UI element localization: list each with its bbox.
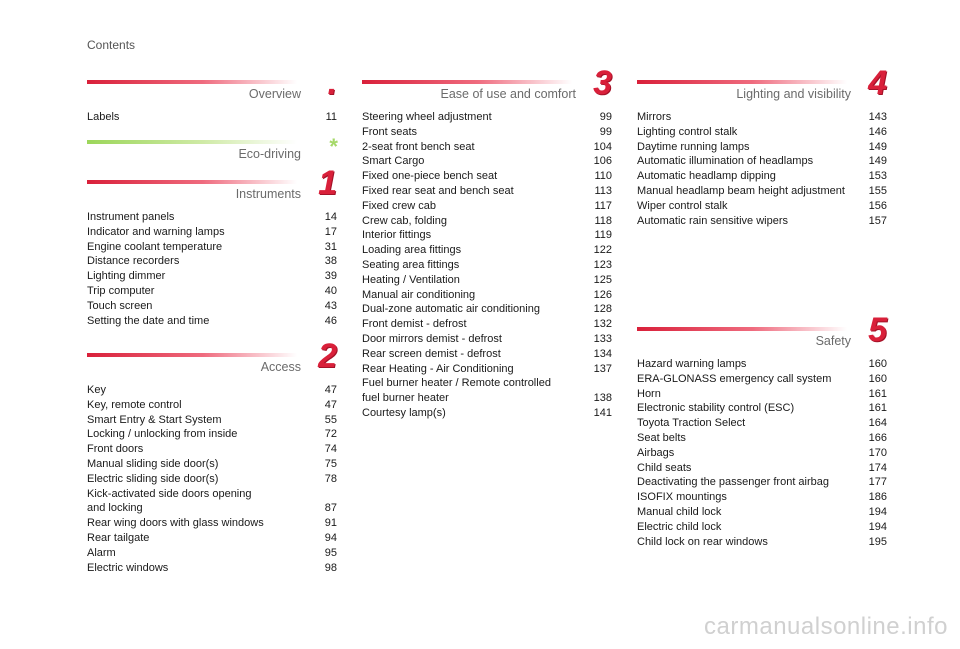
toc-entry[interactable] xyxy=(637,461,887,476)
toc-entry[interactable] xyxy=(637,184,887,199)
section-title: Access xyxy=(260,360,301,374)
toc-entry[interactable] xyxy=(87,472,337,487)
toc-entry-page: 174 xyxy=(868,461,887,474)
section-number: . xyxy=(327,64,337,102)
section-bar xyxy=(362,80,572,84)
toc-entry[interactable] xyxy=(362,243,612,258)
toc-entry[interactable] xyxy=(87,383,337,398)
toc-entry-label: Fixed rear seat and bench seat xyxy=(362,184,514,197)
toc-entry-page: 55 xyxy=(324,413,337,426)
toc-entry-label: Kick-activated side doors opening xyxy=(87,487,252,500)
toc-entry-label: Heating / Ventilation xyxy=(362,273,460,286)
toc-entry-page: 14 xyxy=(324,211,337,223)
toc-entry-label: Hazard warning lamps xyxy=(637,358,747,370)
toc-entry-page: 43 xyxy=(324,299,337,312)
toc-entry[interactable] xyxy=(362,258,612,273)
section-bar xyxy=(637,327,847,331)
toc-list xyxy=(637,357,887,549)
toc-entry-page: 72 xyxy=(324,428,337,441)
toc-entry[interactable] xyxy=(637,505,887,520)
toc-entry-label: Rear tailgate xyxy=(87,531,150,544)
toc-entry-label: Key xyxy=(87,384,106,396)
watermark: carmanualsonline.info xyxy=(704,613,948,640)
toc-entry-label: Steering wheel adjustment xyxy=(362,111,492,123)
toc-entry-page: 95 xyxy=(324,546,337,559)
toc-entry[interactable] xyxy=(637,154,887,169)
toc-entry-label: Interior fittings xyxy=(362,229,432,242)
toc-entry-page: 74 xyxy=(324,443,337,456)
section-number: 5 xyxy=(868,311,887,349)
toc-entry-label: Smart Cargo xyxy=(362,155,425,168)
section-title: Lighting and visibility xyxy=(736,87,851,101)
toc-entry[interactable] xyxy=(362,347,612,362)
toc-list xyxy=(87,383,337,575)
toc-entry[interactable] xyxy=(362,214,612,229)
section-access xyxy=(87,337,337,575)
section-header xyxy=(362,64,612,106)
toc-entry-page: 94 xyxy=(324,531,337,544)
toc-entry-label: Electronic stability control (ESC) xyxy=(637,402,795,415)
toc-entry[interactable] xyxy=(87,314,337,329)
toc-entry-page: 146 xyxy=(868,125,887,138)
toc-list xyxy=(362,110,612,421)
page-title: Contents xyxy=(87,38,136,52)
toc-list xyxy=(87,110,337,125)
toc-entry-label: Fixed crew cab xyxy=(362,199,436,212)
section-overview xyxy=(87,64,337,125)
section-title: Safety xyxy=(815,334,851,348)
toc-entry[interactable] xyxy=(362,391,612,406)
toc-entry-label: Dual-zone automatic air conditioning xyxy=(362,303,540,316)
toc-entry-page: 125 xyxy=(593,273,612,286)
toc-entry[interactable] xyxy=(87,398,337,413)
toc-entry-label: Labels xyxy=(87,111,120,123)
section-eco-driving xyxy=(87,136,337,166)
toc-entry[interactable] xyxy=(87,442,337,457)
toc-entry[interactable] xyxy=(637,387,887,402)
toc-entry-page: 194 xyxy=(868,520,887,533)
toc-entry[interactable] xyxy=(637,125,887,140)
toc-entry-label: fuel burner heater xyxy=(362,392,449,405)
toc-entry-label: Mirrors xyxy=(637,111,672,123)
toc-entry-label: Rear wing doors with glass windows xyxy=(87,517,264,530)
toc-entry[interactable] xyxy=(87,516,337,531)
toc-entry[interactable] xyxy=(362,169,612,184)
section-lighting xyxy=(637,64,887,228)
toc-entry[interactable] xyxy=(87,427,337,442)
toc-entry-label: Smart Entry & Start System xyxy=(87,413,222,426)
toc-entry-page: 104 xyxy=(593,140,612,153)
toc-entry-page: 46 xyxy=(324,314,337,327)
toc-list xyxy=(637,110,887,228)
toc-entry[interactable] xyxy=(87,457,337,472)
toc-entry[interactable] xyxy=(362,184,612,199)
toc-entry-page: 138 xyxy=(593,392,612,405)
toc-entry[interactable] xyxy=(637,520,887,535)
toc-entry-label: Wiper control stalk xyxy=(637,199,728,212)
toc-entry-page: 153 xyxy=(868,170,887,183)
toc-entry[interactable] xyxy=(362,362,612,377)
toc-entry-page: 40 xyxy=(324,284,337,297)
toc-entry-label: Engine coolant temperature xyxy=(87,240,223,253)
toc-entry-label: Manual sliding side door(s) xyxy=(87,457,219,470)
section-header xyxy=(87,64,337,106)
section-bar xyxy=(87,140,297,144)
section-header xyxy=(87,164,337,206)
toc-entry-page: 99 xyxy=(599,125,612,138)
toc-entry[interactable] xyxy=(637,169,887,184)
toc-entry-page: 17 xyxy=(324,225,337,238)
toc-entry-page: 98 xyxy=(324,561,337,574)
toc-entry-page: 117 xyxy=(594,199,612,212)
toc-entry[interactable] xyxy=(87,284,337,299)
toc-entry-label: Key, remote control xyxy=(87,398,182,411)
toc-entry[interactable] xyxy=(87,299,337,314)
toc-entry[interactable] xyxy=(87,413,337,428)
toc-list xyxy=(87,210,337,328)
toc-entry[interactable] xyxy=(637,401,887,416)
toc-entry-label: Fuel burner heater / Remote controlled xyxy=(362,377,551,390)
toc-entry[interactable] xyxy=(637,431,887,446)
section-header xyxy=(87,136,337,166)
toc-entry-page: 78 xyxy=(324,472,337,485)
toc-entry-label: Locking / unlocking from inside xyxy=(87,428,238,441)
section-number: * xyxy=(328,134,337,159)
section-header xyxy=(637,311,887,353)
toc-entry-page: 166 xyxy=(868,431,887,444)
section-number: 3 xyxy=(593,64,612,102)
toc-entry[interactable] xyxy=(637,140,887,155)
section-number: 1 xyxy=(318,164,337,202)
section-number: 2 xyxy=(318,337,337,375)
toc-entry-label: Crew cab, folding xyxy=(362,214,447,227)
toc-entry[interactable] xyxy=(362,125,612,140)
section-header xyxy=(87,337,337,379)
toc-entry-label: Electric sliding side door(s) xyxy=(87,472,219,485)
toc-entry-label: 2-seat front bench seat xyxy=(362,140,475,153)
toc-entry-label: Trip computer xyxy=(87,284,155,297)
toc-entry-label: Electric windows xyxy=(87,561,169,574)
toc-entry[interactable] xyxy=(637,416,887,431)
toc-entry-page: 75 xyxy=(324,457,337,470)
toc-entry[interactable] xyxy=(87,501,337,516)
toc-entry-page: 119 xyxy=(594,229,612,242)
toc-entry-page: 126 xyxy=(593,288,612,301)
toc-entry[interactable] xyxy=(362,302,612,317)
toc-entry-label: Toyota Traction Select xyxy=(637,417,746,430)
toc-entry-page: 31 xyxy=(324,240,337,253)
toc-entry-page: 38 xyxy=(324,255,337,268)
toc-entry[interactable] xyxy=(87,269,337,284)
toc-entry-label: Lighting control stalk xyxy=(637,125,738,138)
toc-entry-label: Door mirrors demist - defrost xyxy=(362,332,502,345)
section-bar xyxy=(637,80,847,84)
toc-entry-page: 137 xyxy=(593,362,612,375)
toc-entry[interactable] xyxy=(362,199,612,214)
toc-entry-label: ERA-GLONASS emergency call system xyxy=(637,372,832,385)
toc-entry-page: 160 xyxy=(868,358,887,370)
toc-entry-label: Airbags xyxy=(637,446,675,459)
toc-entry-label: Daytime running lamps xyxy=(637,140,750,153)
toc-entry-label: Child seats xyxy=(637,461,692,474)
toc-entry-page: 160 xyxy=(868,372,887,385)
toc-entry[interactable] xyxy=(637,535,887,550)
toc-entry[interactable] xyxy=(87,531,337,546)
toc-entry[interactable] xyxy=(87,561,337,576)
toc-entry-label: Lighting dimmer xyxy=(87,270,166,283)
toc-entry-label: Front doors xyxy=(87,443,144,456)
toc-entry-label: Loading area fittings xyxy=(362,244,462,257)
section-safety xyxy=(637,311,887,549)
toc-entry-label: Rear screen demist - defrost xyxy=(362,347,501,360)
toc-entry-label: Seating area fittings xyxy=(362,258,460,271)
toc-entry[interactable] xyxy=(87,210,337,225)
toc-entry[interactable] xyxy=(87,225,337,240)
toc-entry-label: Electric child lock xyxy=(637,520,722,533)
section-instruments xyxy=(87,164,337,328)
toc-entry-page: 134 xyxy=(593,347,612,360)
toc-entry[interactable] xyxy=(637,446,887,461)
toc-entry-label: Manual headlamp beam height adjustment xyxy=(637,184,845,197)
toc-entry-label: Deactivating the passenger front airbag xyxy=(637,476,830,489)
toc-entry-page: 157 xyxy=(868,214,887,227)
toc-entry-label: Seat belts xyxy=(637,431,686,444)
toc-entry-label: Automatic illumination of headlamps xyxy=(637,155,814,168)
toc-entry-page: 99 xyxy=(599,111,612,123)
toc-entry-label: Manual air conditioning xyxy=(362,288,476,301)
toc-entry-label: Indicator and warning lamps xyxy=(87,225,225,238)
toc-entry-page: 122 xyxy=(593,244,612,257)
toc-entry[interactable] xyxy=(362,406,612,421)
toc-entry-page: 149 xyxy=(868,155,887,168)
toc-entry-page: 164 xyxy=(868,417,887,430)
section-title: Instruments xyxy=(235,187,301,201)
toc-entry-label: Touch screen xyxy=(87,299,153,312)
toc-entry[interactable] xyxy=(362,376,612,391)
toc-entry-page: 195 xyxy=(868,535,887,548)
toc-entry-label: Automatic rain sensitive wipers xyxy=(637,214,789,227)
toc-entry-page: 110 xyxy=(594,170,612,183)
toc-entry-label: Rear Heating - Air Conditioning xyxy=(362,362,514,375)
toc-entry-page: 87 xyxy=(324,502,337,515)
section-title: Eco-driving xyxy=(238,147,301,161)
toc-entry-label: Setting the date and time xyxy=(87,314,210,327)
toc-entry-label: Alarm xyxy=(87,546,116,559)
toc-entry-label: Distance recorders xyxy=(87,255,180,268)
toc-entry-page: 177 xyxy=(868,476,887,489)
toc-entry-label: Front demist - defrost xyxy=(362,318,467,331)
toc-entry-page: 186 xyxy=(868,491,887,504)
toc-entry[interactable] xyxy=(87,110,337,125)
section-bar xyxy=(87,180,297,184)
toc-entry-page: 156 xyxy=(868,199,887,212)
toc-entry[interactable] xyxy=(362,140,612,155)
toc-entry-page: 47 xyxy=(324,398,337,411)
toc-entry-label: ISOFIX mountings xyxy=(637,491,727,504)
toc-entry-page: 161 xyxy=(868,402,887,415)
toc-entry[interactable] xyxy=(362,317,612,332)
section-bar xyxy=(87,353,297,357)
toc-entry[interactable] xyxy=(87,546,337,561)
toc-entry-page: 39 xyxy=(324,270,337,283)
toc-entry-page: 128 xyxy=(593,303,612,316)
toc-entry-page: 106 xyxy=(593,155,612,168)
toc-entry-page: 132 xyxy=(593,318,612,331)
toc-entry-page: 170 xyxy=(868,446,887,459)
toc-entry[interactable] xyxy=(87,254,337,269)
toc-entry[interactable] xyxy=(362,288,612,303)
toc-entry[interactable] xyxy=(87,487,337,502)
toc-entry[interactable] xyxy=(362,273,612,288)
toc-entry[interactable] xyxy=(637,110,887,125)
toc-entry-label: Front seats xyxy=(362,125,418,138)
toc-entry-page: 149 xyxy=(868,140,887,153)
toc-entry-page: 123 xyxy=(593,258,612,271)
toc-entry-label: Fixed one-piece bench seat xyxy=(362,170,498,183)
toc-entry[interactable] xyxy=(362,154,612,169)
toc-entry[interactable] xyxy=(362,228,612,243)
toc-entry[interactable] xyxy=(637,357,887,372)
toc-entry[interactable] xyxy=(637,214,887,229)
toc-entry[interactable] xyxy=(637,475,887,490)
toc-entry-page: 194 xyxy=(868,505,887,518)
section-title: Overview xyxy=(248,87,301,101)
toc-entry-label: Manual child lock xyxy=(637,505,722,518)
toc-entry[interactable] xyxy=(637,372,887,387)
toc-entry-label: Automatic headlamp dipping xyxy=(637,170,776,183)
section-number: 4 xyxy=(868,64,887,102)
toc-entry-page: 118 xyxy=(594,214,612,227)
toc-entry-page: 133 xyxy=(593,332,612,345)
toc-entry-label: Instrument panels xyxy=(87,211,175,223)
toc-entry-page: 113 xyxy=(594,184,612,197)
toc-entry-page: 143 xyxy=(868,111,887,123)
toc-entry-page: 161 xyxy=(868,387,887,400)
toc-entry-label: Child lock on rear windows xyxy=(637,535,768,548)
toc-entry-label: Courtesy lamp(s) xyxy=(362,406,446,419)
toc-entry[interactable] xyxy=(362,332,612,347)
section-ease-of-use xyxy=(362,64,612,421)
toc-entry[interactable] xyxy=(637,199,887,214)
toc-entry[interactable] xyxy=(87,240,337,255)
toc-entry[interactable] xyxy=(362,110,612,125)
section-bar xyxy=(87,80,297,84)
toc-entry-page: 91 xyxy=(324,517,337,530)
toc-entry-page: 47 xyxy=(324,384,337,396)
toc-entry-label: Horn xyxy=(637,387,661,400)
toc-entry-label: and locking xyxy=(87,502,143,515)
toc-entry-page: 11 xyxy=(325,111,337,123)
section-title: Ease of use and comfort xyxy=(440,87,576,101)
section-header xyxy=(637,64,887,106)
toc-entry-page: 155 xyxy=(868,184,887,197)
toc-entry[interactable] xyxy=(637,490,887,505)
toc-entry-page: 141 xyxy=(593,406,612,419)
